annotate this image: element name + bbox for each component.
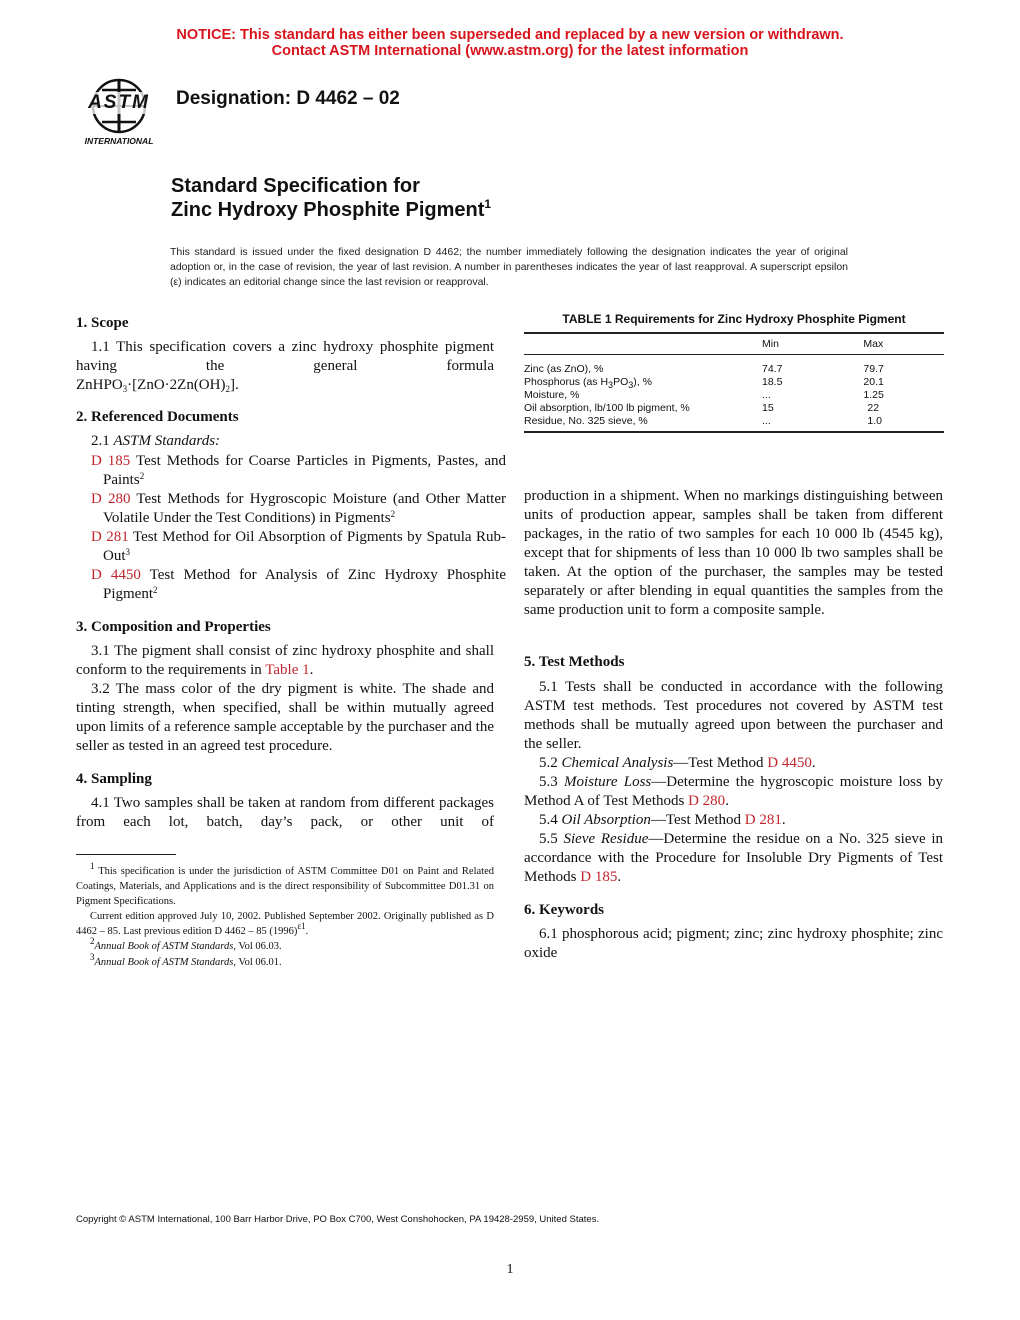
section-5-2-title: Chemical Analysis xyxy=(561,755,674,771)
reference-d280-sup: 2 xyxy=(390,509,396,519)
section-5-3-end: . xyxy=(725,793,729,809)
reference-d185 xyxy=(91,452,506,490)
section-5-5-text: —Determine the residue on a No. 325 sieve in accordance with the Procedure for Insoluble Dry Pigments of Test Methods xyxy=(524,831,944,885)
footnote-separator xyxy=(76,854,176,855)
section-5-3 xyxy=(524,773,943,811)
footnote-2 xyxy=(76,936,494,954)
section-2-1-num: 2.1 xyxy=(91,433,110,449)
title-line-1: Standard Specification for xyxy=(171,175,420,197)
link-table-1[interactable]: Table 1 xyxy=(265,662,310,678)
table-cell-label: Moisture, % xyxy=(524,389,580,401)
footnote-1-sup: 1 xyxy=(90,861,95,871)
section-5-3-title: Moisture Loss xyxy=(563,774,652,790)
table-cell-min: 15 xyxy=(762,402,774,414)
section-5-4 xyxy=(524,811,943,830)
section-5-5-num: 5.5 xyxy=(539,831,564,847)
section-2-heading: 2. Referenced Documents xyxy=(76,409,239,425)
reference-d4450 xyxy=(91,566,506,604)
section-5-heading: 5. Test Methods xyxy=(524,654,625,670)
section-4-1-continued: production in a shipment. When no markings distinguishing between units of production appear, samples shall be taken from different packages, in the ratio of two samples for each 10 000 lb (4545 kg), except that for shipments of less than 10 000 lb two samples shall be taken. At the option of the purchaser, the samples may be tested separately or after blending in equal quantities the samples from the same production unit to form a composite sample. xyxy=(524,488,943,618)
section-2-1 xyxy=(91,432,220,451)
table-header-blank xyxy=(524,333,742,355)
table-row xyxy=(524,355,944,376)
section-4-heading: 4. Sampling xyxy=(76,771,152,787)
section-5-4-num: 5.4 xyxy=(539,812,562,828)
table-cell-label xyxy=(524,375,742,388)
copyright: Copyright © ASTM International, 100 Barr Harbor Drive, PO Box C700, West Conshohocken, PA 19428-2959, United States. xyxy=(76,1214,600,1225)
table-1 xyxy=(524,332,944,433)
section-5-3-num: 5.3 xyxy=(539,774,564,790)
formula-part-1: ZnHPO xyxy=(76,377,123,393)
table-cell-min: ... xyxy=(762,415,771,427)
section-5-4-end: . xyxy=(781,812,786,828)
footnote-1 xyxy=(76,861,494,909)
section-5-2-text: —Test Method xyxy=(673,755,768,771)
table-header-max: Max xyxy=(863,338,884,350)
notice-line-1: NOTICE: This standard has either been superseded and replaced by a new version or withdrawn. xyxy=(176,27,844,43)
footnote-1b-end: . xyxy=(305,926,309,937)
section-3-1-end: . xyxy=(309,662,314,678)
phosphorus-sub-1: 3 xyxy=(608,380,614,390)
section-3-heading: 3. Composition and Properties xyxy=(76,619,271,635)
section-5-3-text: —Determine the hygroscopic moisture loss by Method A of Test Methods xyxy=(524,774,944,809)
reference-d4450-text: Test Method for Analysis of Zinc Hydroxy Phosphite Pigment xyxy=(103,567,506,602)
table-1-caption: TABLE 1 Requirements for Zinc Hydroxy Phosphite Pigment xyxy=(562,312,906,326)
link-d280-5-3[interactable]: D 280 xyxy=(688,793,726,809)
footnote-3-end: , Vol 06.01. xyxy=(233,957,282,968)
section-5-4-text: —Test Method xyxy=(650,812,745,828)
page-number: 1 xyxy=(506,1262,514,1277)
formula-sub-1: 3 xyxy=(122,384,128,394)
footnote-1b-sup: ε1 xyxy=(297,921,306,931)
footnote-2-title: Annual Book of ASTM Standards xyxy=(94,941,234,952)
link-d4450-5-2[interactable]: D 4450 xyxy=(767,755,812,771)
link-d281-5-4[interactable]: D 281 xyxy=(744,812,782,828)
astm-logo-icon xyxy=(78,76,160,148)
reference-d185-sup: 2 xyxy=(139,471,145,481)
title-line-2 xyxy=(171,199,491,222)
table-cell-max: 1.0 xyxy=(867,415,882,427)
table-header-min: Min xyxy=(762,338,779,350)
section-1-formula xyxy=(76,376,494,395)
title-text: Zinc Hydroxy Phosphite Pigment xyxy=(171,199,485,221)
reference-d185-text: Test Methods for Coarse Particles in Pigments, Pastes, and Paints xyxy=(103,453,506,488)
section-5-2-num: 5.2 xyxy=(539,755,562,771)
table-cell-label: Oil absorption, lb/100 lb pigment, % xyxy=(524,402,690,414)
section-5-2 xyxy=(524,754,943,773)
logo-letters: ASTM xyxy=(82,92,156,114)
table-cell-max: 22 xyxy=(867,402,880,414)
section-5-2-end: . xyxy=(811,755,816,771)
footnote-3 xyxy=(76,952,494,970)
table-cell-max: 1.25 xyxy=(863,389,884,401)
footnote-3-sup: 3 xyxy=(90,952,95,962)
section-3-2: 3.2 The mass color of the dry pigment is white. The shade and tinting strength, when specified, shall be within mutually agreed upon limits of a reference sample acceptable by the purchaser and the seller as tested in an agreed test procedure. xyxy=(76,681,494,754)
footnote-1b-text: Current edition approved July 10, 2002. Published September 2002. Originally published as D 4462 – 85. Last previous edition D 4462 – 85 (1996) xyxy=(76,911,494,937)
reference-d4450-sup: 2 xyxy=(153,585,158,595)
table-cell-min: 74.7 xyxy=(762,363,783,375)
section-5-4-title: Oil Absorption xyxy=(561,812,651,828)
table-row xyxy=(524,388,944,401)
logo-label: INTERNATIONAL xyxy=(84,136,154,146)
link-d280[interactable]: D 280 xyxy=(91,491,131,507)
section-1-heading: 1. Scope xyxy=(76,315,129,331)
section-5-5 xyxy=(524,830,943,887)
phosphorus-label-a: Phosphorus (as H xyxy=(524,376,609,388)
section-3-1-text: 3.1 The pigment shall consist of zinc hydroxy phosphite and shall conform to the requirements in xyxy=(76,643,494,678)
phosphorus-label-c: ), % xyxy=(633,376,652,388)
link-d281[interactable]: D 281 xyxy=(91,529,129,545)
section-6-heading: 6. Keywords xyxy=(524,902,604,918)
table-cell-max: 20.1 xyxy=(863,376,884,388)
reference-d280-text: Test Methods for Hygroscopic Moisture (and Other Matter Volatile Under the Test Conditions) in Pigments xyxy=(103,491,506,526)
footnote-1-text: This specification is under the jurisdiction of ASTM Committee D01 on Paint and Related Coatings, Materials, and Applications and is the direct responsibility of Subcommittee D01.31 on Pigment Specifications. xyxy=(76,866,494,907)
phosphorus-sub-2: 3 xyxy=(628,380,634,390)
reference-d280 xyxy=(91,490,506,528)
section-2-1-title: ASTM Standards: xyxy=(113,433,221,449)
section-1-1: 1.1 This specification covers a zinc hydroxy phosphite pigment having the general formula xyxy=(76,339,494,374)
reference-d281-sup: 3 xyxy=(125,547,130,557)
section-3-1 xyxy=(76,642,494,680)
title-footnote-ref[interactable]: 1 xyxy=(484,197,492,211)
table-cell-min: 18.5 xyxy=(762,376,783,388)
table-row xyxy=(524,414,944,432)
link-d185[interactable]: D 185 xyxy=(91,453,131,469)
section-5-5-title: Sieve Residue xyxy=(563,831,649,847)
footnote-2-end: , Vol 06.03. xyxy=(233,941,282,952)
notice-line-2: Contact ASTM International (www.astm.org) for the latest information xyxy=(271,43,749,59)
table-row xyxy=(524,375,944,388)
reference-d281 xyxy=(91,528,506,566)
section-5-5-end: . xyxy=(617,869,622,885)
formula-part-2: ·[ZnO·2Zn(OH) xyxy=(127,377,226,393)
link-d185-5-5[interactable]: D 185 xyxy=(580,869,618,885)
formula-part-3: ]. xyxy=(229,377,239,393)
section-6-1: 6.1 phosphorous acid; pigment; zinc; zinc hydroxy phosphite; zinc oxide xyxy=(524,926,943,961)
footnote-3-title: Annual Book of ASTM Standards xyxy=(94,957,234,968)
formula-sub-2: 2 xyxy=(225,384,230,394)
section-5-1: 5.1 Tests shall be conducted in accordance with the following ASTM test methods. Test procedures not covered by ASTM test methods shall be mutually agreed upon between the purchaser and the seller. xyxy=(524,679,943,752)
phosphorus-label-b: PO xyxy=(613,376,629,388)
footnote-1b xyxy=(76,909,494,939)
table-cell-label: Residue, No. 325 sieve, % xyxy=(524,415,648,427)
table-row xyxy=(524,401,944,414)
reference-d281-text: Test Method for Oil Absorption of Pigments by Spatula Rub-Out xyxy=(103,529,506,564)
table-cell-label: Zinc (as ZnO), % xyxy=(524,363,604,375)
footnote-2-sup: 2 xyxy=(90,936,95,946)
designation: Designation: D 4462 – 02 xyxy=(176,88,400,109)
table-cell-min: ... xyxy=(762,389,771,401)
table-cell-max: 79.7 xyxy=(863,363,884,375)
section-4-1: 4.1 Two samples shall be taken at random from different packages from each lot, batch, day’s pack, or other unit of xyxy=(76,795,494,830)
intro-paragraph: This standard is issued under the fixed designation D 4462; the number immediately following the designation indicates the year of original adoption or, in the case of revision, the year of last revision. A number in parentheses indicates the year of last reapproval. A superscript epsilon (ε) indicates an editorial change since the last revision or reapproval. xyxy=(170,246,848,288)
link-d4450[interactable]: D 4450 xyxy=(91,567,141,583)
